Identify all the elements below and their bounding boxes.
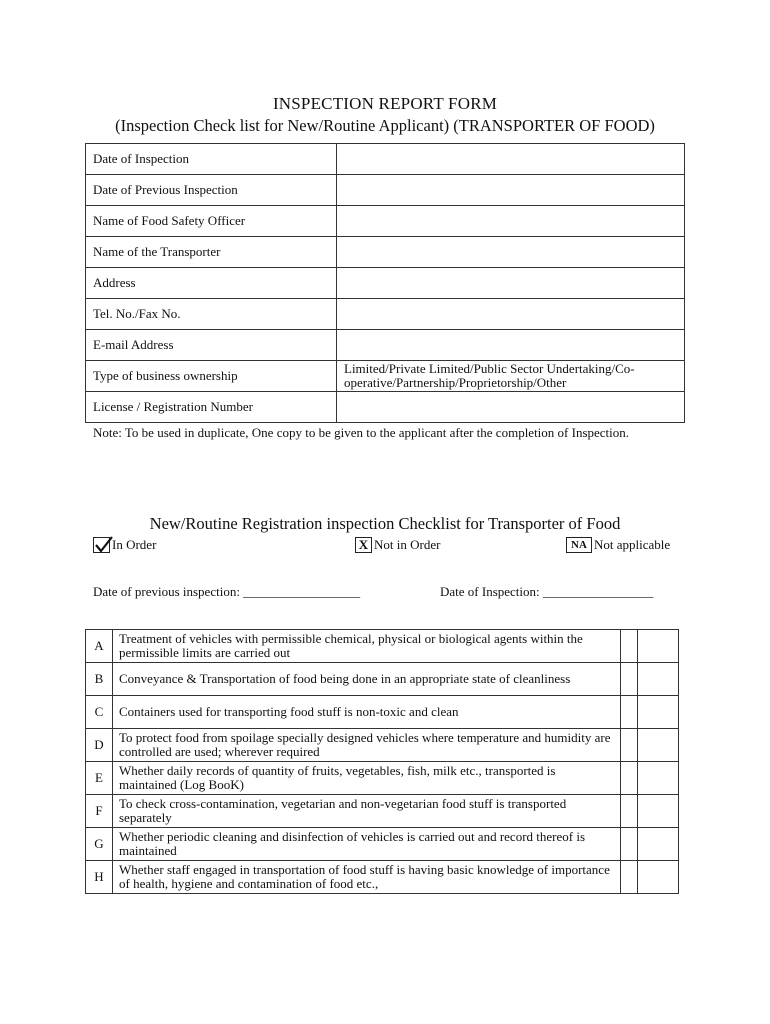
item-code: E	[86, 762, 113, 795]
field-label: Address	[86, 268, 337, 299]
table-row	[86, 795, 679, 828]
field-label: Date of Inspection	[86, 144, 337, 175]
table-row	[86, 828, 679, 861]
item-code: F	[86, 795, 113, 828]
item-text: Conveyance & Transportation of food being done in an appropriate state of cleanliness	[113, 663, 621, 696]
item-text: Whether periodic cleaning and disinfection of vehicles is carried out and record thereof is maintained	[113, 828, 621, 861]
item-text: To protect food from spoilage specially designed vehicles where temperature and humidity are controlled are used; wherever required	[113, 729, 621, 762]
table-row	[86, 299, 685, 330]
legend-label: Not applicable	[594, 537, 671, 552]
food-safety-officer-field[interactable]	[337, 206, 685, 237]
item-status-cell[interactable]	[638, 630, 679, 663]
na-mark-icon: NA	[566, 537, 592, 553]
legend-label: In Order	[112, 537, 157, 552]
x-mark-icon: X	[355, 537, 372, 553]
item-spacer-cell	[621, 762, 638, 795]
table-row	[86, 630, 679, 663]
item-text: Containers used for transporting food stuff is non-toxic and clean	[113, 696, 621, 729]
field-label: Name of Food Safety Officer	[86, 206, 337, 237]
date-of-inspection-field[interactable]	[337, 144, 685, 175]
legend-label: Not in Order	[374, 537, 441, 552]
table-row	[86, 663, 679, 696]
checklist-table	[85, 629, 679, 894]
item-status-cell[interactable]	[638, 861, 679, 894]
table-row	[86, 392, 685, 423]
item-status-cell[interactable]	[638, 795, 679, 828]
item-code: H	[86, 861, 113, 894]
legend-in-order	[93, 537, 156, 553]
field-label: Name of the Transporter	[86, 237, 337, 268]
legend-not-applicable	[566, 537, 670, 553]
usage-note: Note: To be used in duplicate, One copy to be given to the applicant after the completion of Inspection.	[93, 425, 630, 440]
table-row	[86, 696, 679, 729]
date-inspection-line[interactable]: Date of Inspection: _________________	[440, 584, 654, 599]
item-spacer-cell	[621, 861, 638, 894]
address-field[interactable]	[337, 268, 685, 299]
date-of-previous-inspection-field[interactable]	[337, 175, 685, 206]
item-text: Treatment of vehicles with permissible chemical, physical or biological agents within the permissible limits are carried out	[113, 630, 621, 663]
checkmark-icon	[93, 537, 110, 553]
applicant-info-table	[85, 143, 685, 423]
form-title: INSPECTION REPORT FORM	[272, 94, 498, 113]
item-status-cell[interactable]	[638, 663, 679, 696]
item-text: To check cross-contamination, vegetarian and non-vegetarian food stuff is transported separately	[113, 795, 621, 828]
field-label: Tel. No./Fax No.	[86, 299, 337, 330]
business-ownership-field[interactable]: Limited/Private Limited/Public Sector Undertaking/Co-operative/Partnership/Proprietorship/Other	[337, 361, 685, 392]
item-text: Whether daily records of quantity of fruits, vegetables, fish, milk etc., transported is maintained (Log BooK)	[113, 762, 621, 795]
tel-fax-field[interactable]	[337, 299, 685, 330]
table-row	[86, 861, 679, 894]
item-spacer-cell	[621, 828, 638, 861]
table-row	[86, 206, 685, 237]
item-code: C	[86, 696, 113, 729]
field-label: Date of Previous Inspection	[86, 175, 337, 206]
date-previous-inspection-line[interactable]: Date of previous inspection: __________________	[93, 584, 361, 599]
item-status-cell[interactable]	[638, 762, 679, 795]
item-code: B	[86, 663, 113, 696]
item-spacer-cell	[621, 696, 638, 729]
license-number-field[interactable]	[337, 392, 685, 423]
transporter-name-field[interactable]	[337, 237, 685, 268]
email-field[interactable]	[337, 330, 685, 361]
item-spacer-cell	[621, 729, 638, 762]
checklist-title: New/Routine Registration inspection Checklist for Transporter of Food	[149, 514, 621, 533]
item-spacer-cell	[621, 630, 638, 663]
table-row	[86, 762, 679, 795]
table-row	[86, 361, 685, 392]
item-spacer-cell	[621, 795, 638, 828]
table-row	[86, 144, 685, 175]
field-label: License / Registration Number	[86, 392, 337, 423]
item-code: G	[86, 828, 113, 861]
table-row	[86, 175, 685, 206]
field-label: Type of business ownership	[86, 361, 337, 392]
item-status-cell[interactable]	[638, 696, 679, 729]
legend-not-in-order	[355, 537, 440, 553]
item-status-cell[interactable]	[638, 828, 679, 861]
field-label: E-mail Address	[86, 330, 337, 361]
table-row	[86, 729, 679, 762]
table-row	[86, 330, 685, 361]
item-code: D	[86, 729, 113, 762]
item-text: Whether staff engaged in transportation of food stuff is having basic knowledge of importance of health, hygiene and contamination of food etc.,	[113, 861, 621, 894]
item-status-cell[interactable]	[638, 729, 679, 762]
item-code: A	[86, 630, 113, 663]
form-subtitle: (Inspection Check list for New/Routine Applicant) (TRANSPORTER OF FOOD)	[115, 116, 655, 135]
item-spacer-cell	[621, 663, 638, 696]
table-row	[86, 237, 685, 268]
table-row	[86, 268, 685, 299]
